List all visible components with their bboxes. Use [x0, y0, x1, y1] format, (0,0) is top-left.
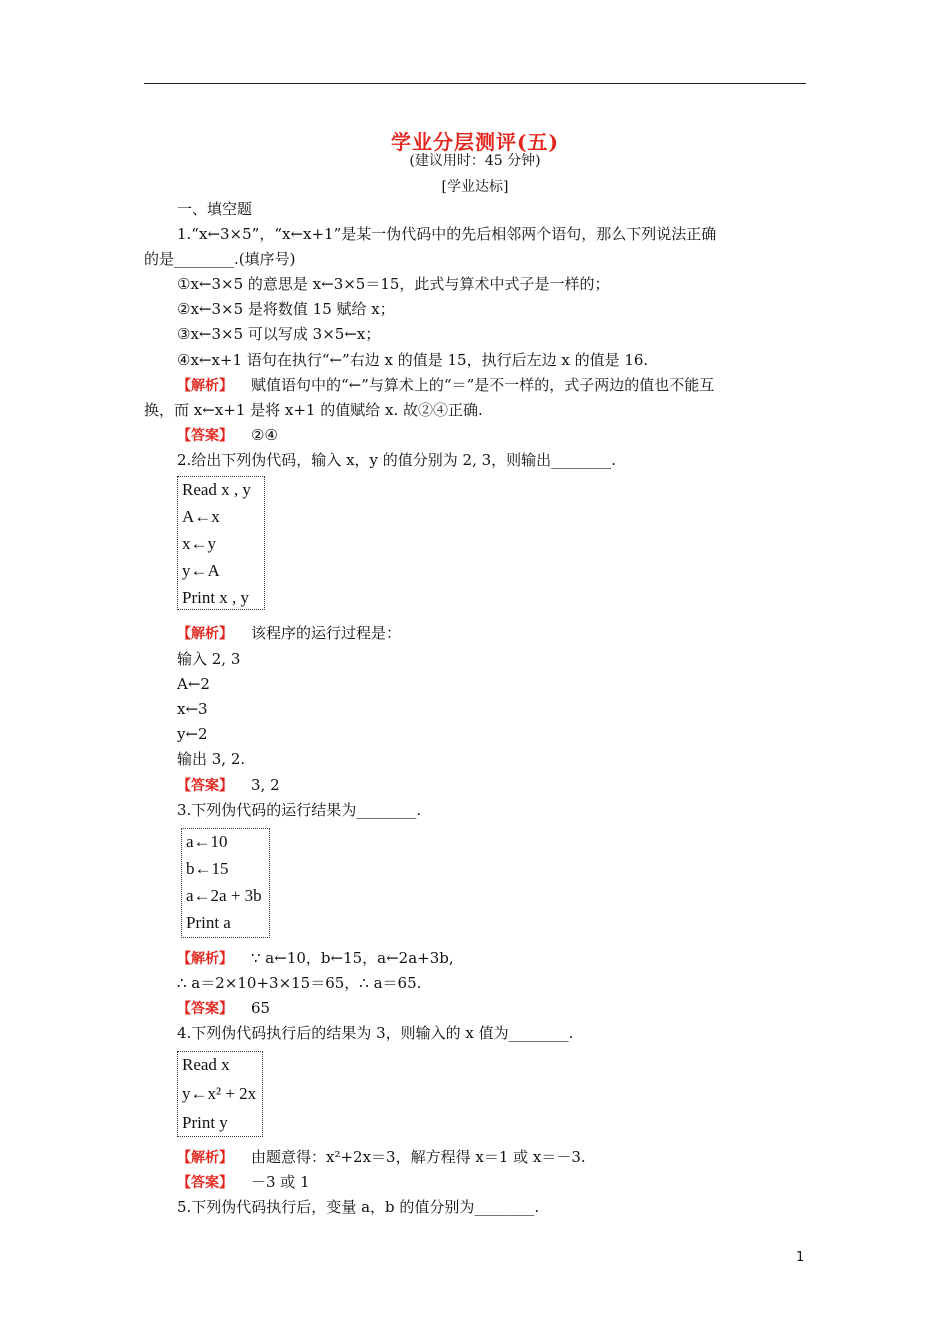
q2-step: A←2: [177, 675, 210, 693]
code-line: Print y: [182, 1113, 228, 1132]
section-heading: 一、填空题: [177, 200, 253, 218]
q1-analysis-line2: 换，而 x←x+1 是将 x+1 的值赋给 x. 故②④正确.: [144, 401, 483, 419]
code-line: Read x: [182, 1055, 230, 1074]
q1-stem-line1: 1.“x←3×5”，“x←x+1”是某一伪代码中的先后相邻两个语句，那么下列说法正确: [177, 225, 717, 243]
q4-analysis-text: 由题意得：x²+2x＝3，解方程得 x＝1 或 x＝－3.: [251, 1148, 586, 1166]
q2-step: 输入 2, 3: [177, 650, 241, 668]
q2-step: y←2: [177, 725, 208, 743]
answer-label: 【答案】: [177, 1175, 233, 1191]
code-line: Print a: [186, 913, 231, 932]
code-line: a←2a + 3b: [186, 886, 262, 905]
q1-analysis: [177, 375, 714, 396]
code-line: b←15: [186, 859, 229, 878]
code-line: y←x² + 2x: [182, 1084, 257, 1103]
code-line: x←y: [182, 534, 216, 553]
page-subtitle: (建议用时：45 分钟): [409, 153, 541, 169]
analysis-label: 【解析】: [177, 378, 233, 394]
answer-label: 【答案】: [177, 428, 233, 444]
code-line: Print x , y: [182, 588, 250, 607]
level-tag: [学业达标]: [441, 179, 509, 195]
q4-stem: 4.下列伪代码执行后的结果为 3，则输入的 x 值为________.: [177, 1024, 574, 1042]
code-line: a←10: [186, 832, 228, 851]
analysis-label: 【解析】: [177, 626, 233, 642]
code-line: Read x , y: [182, 480, 251, 499]
q3-answer-text: 65: [251, 999, 271, 1017]
q1-answer-text: ②④: [251, 426, 278, 444]
q4-code-box: [177, 1051, 263, 1137]
q2-step: 输出 3, 2.: [177, 750, 246, 768]
q1-answer: [177, 425, 278, 446]
page-number: 1: [796, 1250, 805, 1265]
q3-stem: 3.下列伪代码的运行结果为________.: [177, 801, 422, 819]
q2-code-box: [177, 476, 265, 610]
q2-stem: 2.给出下列伪代码，输入 x，y 的值分别为 2, 3，则输出________.: [177, 451, 616, 469]
answer-label: 【答案】: [177, 778, 233, 794]
answer-label: 【答案】: [177, 1001, 233, 1017]
q1-option-2: ②x←3×5 是将数值 15 赋给 x；: [177, 300, 395, 318]
q3-code-box: [181, 828, 270, 938]
q1-stem-line2: 的是________.(填序号): [144, 250, 296, 268]
code-line: A←x: [182, 507, 220, 526]
q3-answer: [177, 998, 270, 1019]
code-line: y←A: [182, 561, 220, 580]
q1-analysis-text: 赋值语句中的“←”与算术上的“＝”是不一样的，式子两边的值也不能互: [251, 376, 715, 394]
q4-answer: [177, 1172, 310, 1193]
q1-option-1: ①x←3×5 的意思是 x←3×5＝15，此式与算术中式子是一样的；: [177, 275, 610, 293]
analysis-label: 【解析】: [177, 1150, 233, 1166]
q3-analysis-text: ∵ a←10，b←15，a←2a+3b,: [251, 949, 454, 967]
q4-analysis: [177, 1147, 586, 1168]
q3-analysis-line2: ∴ a＝2×10+3×15＝65，∴ a＝65.: [177, 974, 422, 992]
q5-stem: 5.下列伪代码执行后，变量 a，b 的值分别为________.: [177, 1198, 540, 1216]
q1-option-3: ③x←3×5 可以写成 3×5←x；: [177, 325, 381, 343]
q4-answer-text: －3 或 1: [251, 1173, 310, 1191]
q2-answer-text: 3, 2: [251, 776, 280, 794]
q3-analysis: [177, 948, 454, 969]
page-title: 学业分层测评(五): [391, 130, 559, 154]
q2-analysis-text: 该程序的运行过程是：: [251, 624, 402, 642]
q2-step: x←3: [177, 700, 208, 718]
q2-analysis: [177, 623, 401, 644]
analysis-label: 【解析】: [177, 951, 233, 967]
q2-answer: [177, 775, 280, 796]
q1-option-4: ④x←x+1 语句在执行“←”右边 x 的值是 15，执行后左边 x 的值是 16.: [177, 351, 649, 369]
header-rule: [144, 83, 806, 84]
